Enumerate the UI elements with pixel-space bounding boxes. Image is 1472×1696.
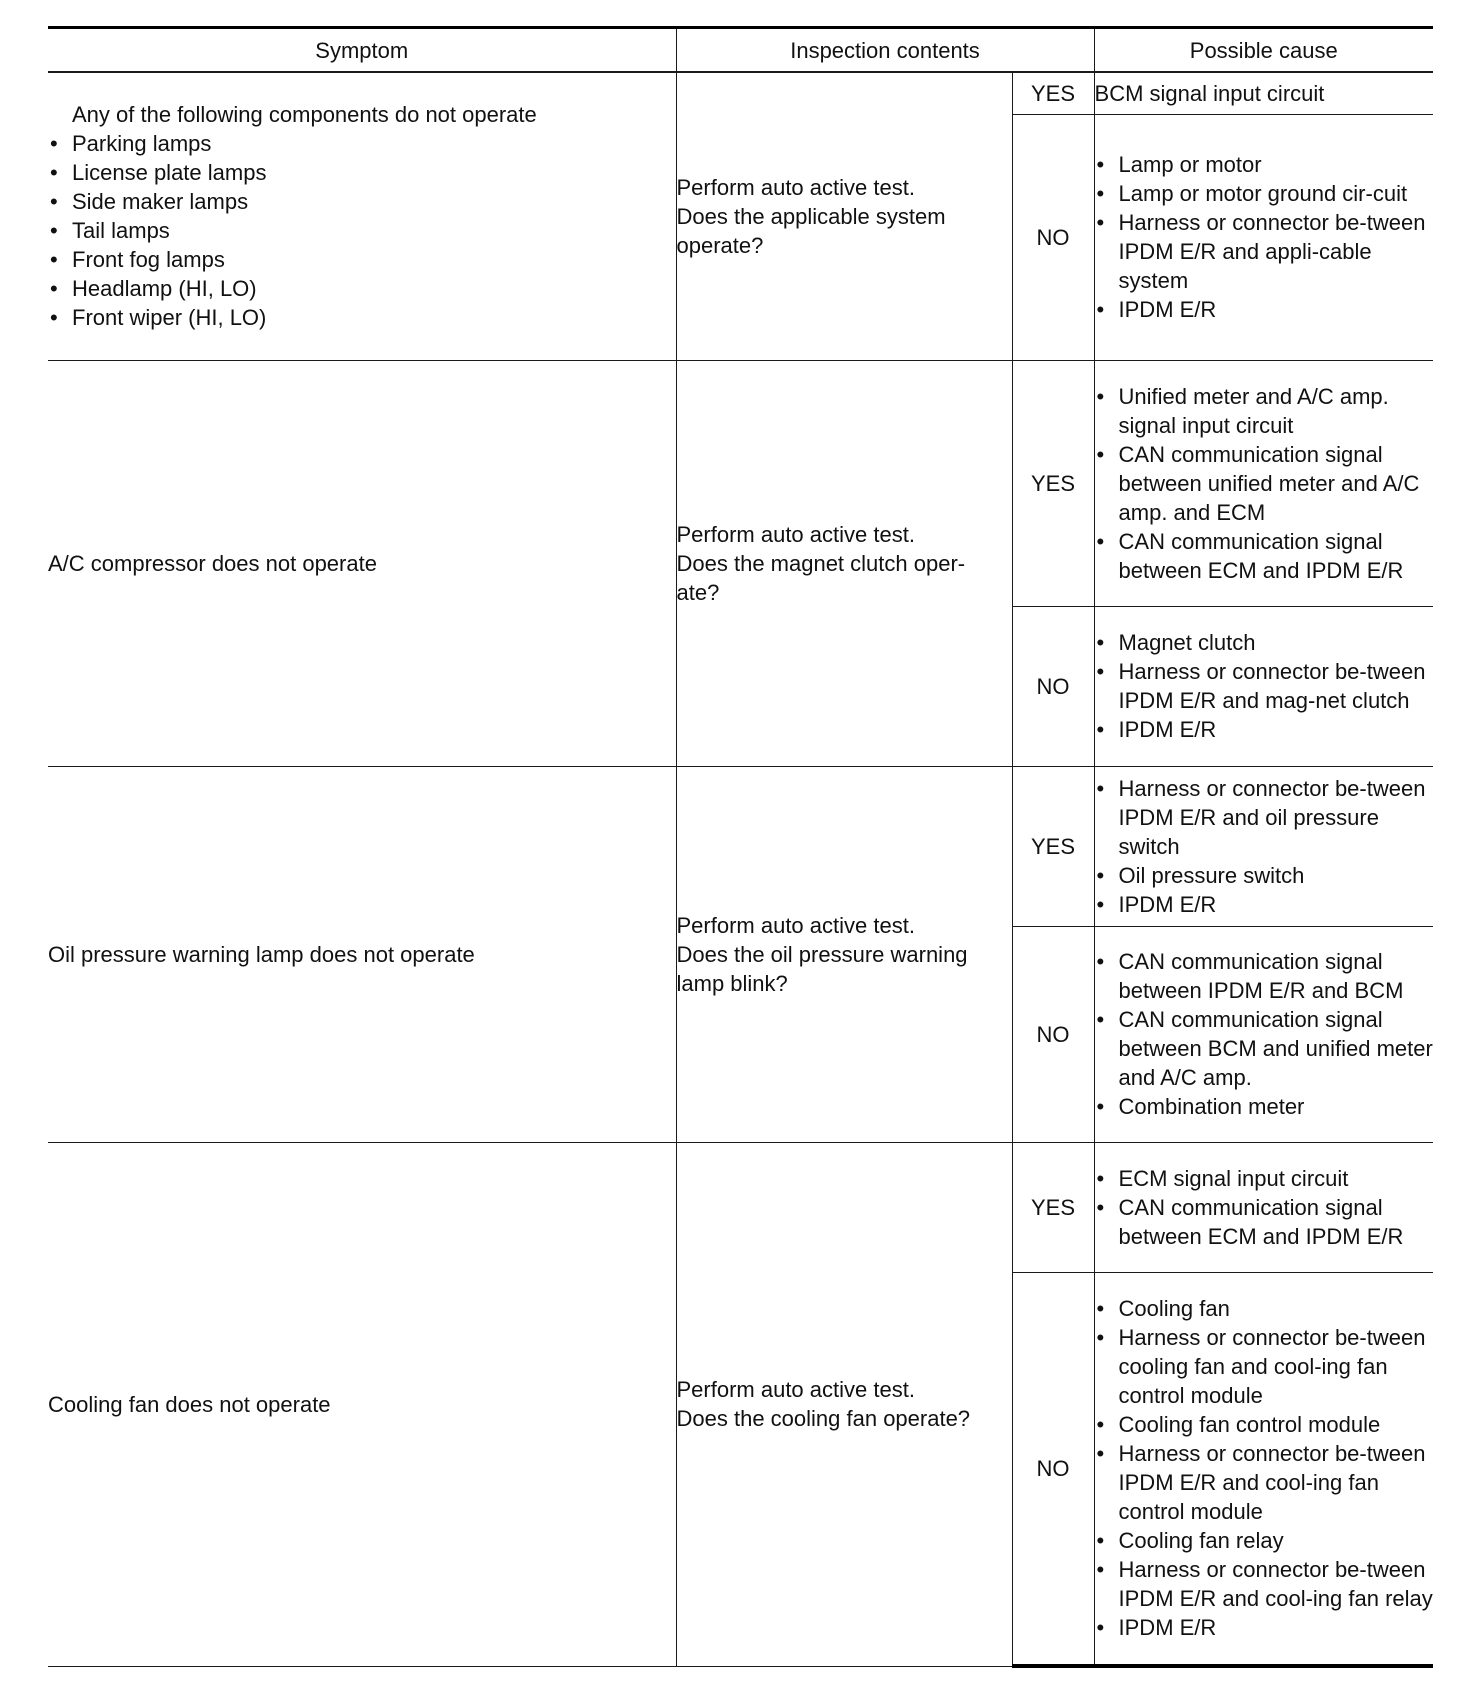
inspection-cell: Perform auto active test. Does the oil pressure warning lamp blink? [676, 766, 1012, 1142]
cause-cell: BCM signal input circuit [1094, 72, 1433, 114]
table-row [48, 360, 1433, 606]
list-item: • Unified meter and A/C amp. signal input circuit [1096, 383, 1389, 438]
bullet-icon: • [1096, 630, 1105, 655]
bullet-icon: • [1096, 383, 1105, 409]
cause-list [1095, 947, 1434, 1121]
bullet-icon: • [50, 276, 58, 302]
bullet-icon: • [1096, 1007, 1105, 1032]
list-item: • Side maker lamps [50, 189, 249, 215]
bullet-icon: • [50, 218, 58, 244]
list-item: • Headlamp (HI, LO) [50, 276, 257, 302]
bullet-icon: • [1096, 297, 1105, 322]
bullet-icon: • [1096, 862, 1105, 888]
inspection-cell: Perform auto active test. Does the cooling fan operate? [676, 1142, 1012, 1666]
list-item: • IPDM E/R [1096, 717, 1217, 742]
symptom-lead: Any of the following components do not operate [72, 102, 537, 128]
bullet-icon: • [1096, 1165, 1105, 1191]
list-item: • CAN communication signal between ECM and IPDM E/R [1096, 1194, 1404, 1249]
cause-list [1095, 382, 1434, 585]
list-item: • Harness or connector be-tween IPDM E/R and cool-ing fan control module [1096, 1441, 1426, 1525]
inspection-cell: Perform auto active test. Does the magnet clutch oper- ate? [676, 360, 1012, 766]
header-symptom: Symptom [48, 28, 676, 73]
list-item: • CAN communication signal between BCM and unified meter and A/C amp. [1096, 1007, 1433, 1090]
list-item: • Harness or connector be-tween IPDM E/R and appli-cable system [1096, 210, 1426, 293]
bullet-icon: • [1096, 181, 1105, 206]
symptom-cell: A/C compressor does not operate [48, 360, 676, 766]
list-item: • Lamp or motor [1096, 152, 1262, 177]
header-inspection-contents: Inspection contents [676, 28, 1094, 73]
list-item: • CAN communication signal between ECM and IPDM E/R [1096, 528, 1404, 583]
bullet-icon: • [1096, 1296, 1105, 1322]
list-item: • ECM signal input circuit [1096, 1165, 1349, 1191]
symptom-cell: Cooling fan does not operate [48, 1142, 676, 1666]
table-row [48, 1142, 1433, 1272]
inspection-cell: Perform auto active test. Does the applicable system operate? [676, 72, 1012, 360]
bullet-icon: • [1096, 1194, 1105, 1220]
list-item: • Tail lamps [50, 218, 170, 244]
bullet-icon: • [1096, 949, 1105, 974]
cause-list [1095, 628, 1434, 744]
bullet-icon: • [50, 160, 58, 186]
list-item: • Harness or connector be-tween IPDM E/R and oil pressure switch [1096, 775, 1426, 859]
list-item: • Cooling fan control module [1096, 1412, 1381, 1438]
bullet-icon: • [1096, 891, 1105, 917]
result-no: NO [1012, 926, 1094, 1142]
result-no: NO [1012, 606, 1094, 766]
list-item: • IPDM E/R [1096, 1615, 1217, 1641]
list-item: • Combination meter [1096, 1094, 1305, 1119]
bullet-icon: • [1096, 1412, 1105, 1438]
bullet-icon: • [1096, 659, 1105, 684]
list-item: • IPDM E/R [1096, 891, 1217, 917]
cause-list [1095, 150, 1434, 324]
table-row [48, 766, 1433, 926]
bullet-icon: • [50, 305, 58, 331]
cause-list [1095, 774, 1434, 919]
bullet-icon: • [1096, 210, 1105, 235]
list-item: • Magnet clutch [1096, 630, 1256, 655]
cause-cell [1094, 360, 1433, 606]
list-item: • License plate lamps [50, 160, 267, 186]
bullet-icon: • [50, 247, 58, 273]
bullet-icon: • [1096, 1441, 1105, 1467]
bullet-icon: • [1096, 152, 1105, 177]
list-item: • CAN communication signal between IPDM E/R and BCM [1096, 949, 1404, 1003]
list-item: • IPDM E/R [1096, 297, 1217, 322]
symptom-cell: Oil pressure warning lamp does not operate [48, 766, 676, 1142]
list-item: • Front fog lamps [50, 247, 225, 273]
list-item: • Front wiper (HI, LO) [50, 305, 267, 331]
list-item: • Lamp or motor ground cir-cuit [1096, 181, 1408, 206]
result-yes: YES [1012, 1142, 1094, 1272]
bullet-icon: • [50, 131, 58, 157]
component-list [48, 129, 676, 332]
bullet-icon: • [1096, 528, 1105, 554]
cause-cell [1094, 1142, 1433, 1272]
list-item: • Cooling fan relay [1096, 1528, 1284, 1554]
result-yes: YES [1012, 72, 1094, 114]
bullet-icon: • [1096, 1094, 1105, 1119]
result-yes: YES [1012, 360, 1094, 606]
cause-list [1095, 1164, 1434, 1251]
result-yes: YES [1012, 766, 1094, 926]
cause-cell [1094, 926, 1433, 1142]
bullet-icon: • [1096, 1528, 1105, 1554]
table-row [48, 72, 1433, 114]
list-item: • Harness or connector be-tween IPDM E/R and cool-ing fan relay [1096, 1557, 1433, 1612]
header-possible-cause: Possible cause [1094, 28, 1433, 73]
bullet-icon: • [1096, 1325, 1105, 1351]
result-no: NO [1012, 114, 1094, 360]
bullet-icon: • [1096, 1557, 1105, 1583]
list-item: • CAN communication signal between unified meter and A/C amp. and ECM [1096, 441, 1420, 525]
cause-cell [1094, 606, 1433, 766]
result-no: NO [1012, 1272, 1094, 1666]
symptom-cell [48, 72, 676, 360]
bullet-icon: • [1096, 775, 1105, 801]
list-item: • Harness or connector be-tween IPDM E/R and mag-net clutch [1096, 659, 1426, 713]
cause-cell [1094, 766, 1433, 926]
list-item: • Parking lamps [50, 131, 212, 157]
cause-cell [1094, 114, 1433, 360]
header-row [48, 28, 1433, 73]
list-item: • Cooling fan [1096, 1296, 1230, 1322]
bullet-icon: • [1096, 717, 1105, 742]
cause-list [1095, 1294, 1434, 1642]
cause-cell [1094, 1272, 1433, 1666]
list-item: • Oil pressure switch [1096, 862, 1305, 888]
bullet-icon: • [1096, 1615, 1105, 1641]
list-item: • Harness or connector be-tween cooling fan and cool-ing fan control module [1096, 1325, 1426, 1409]
diagnosis-table [48, 26, 1433, 1668]
bullet-icon: • [1096, 441, 1105, 467]
bullet-icon: • [50, 189, 58, 215]
